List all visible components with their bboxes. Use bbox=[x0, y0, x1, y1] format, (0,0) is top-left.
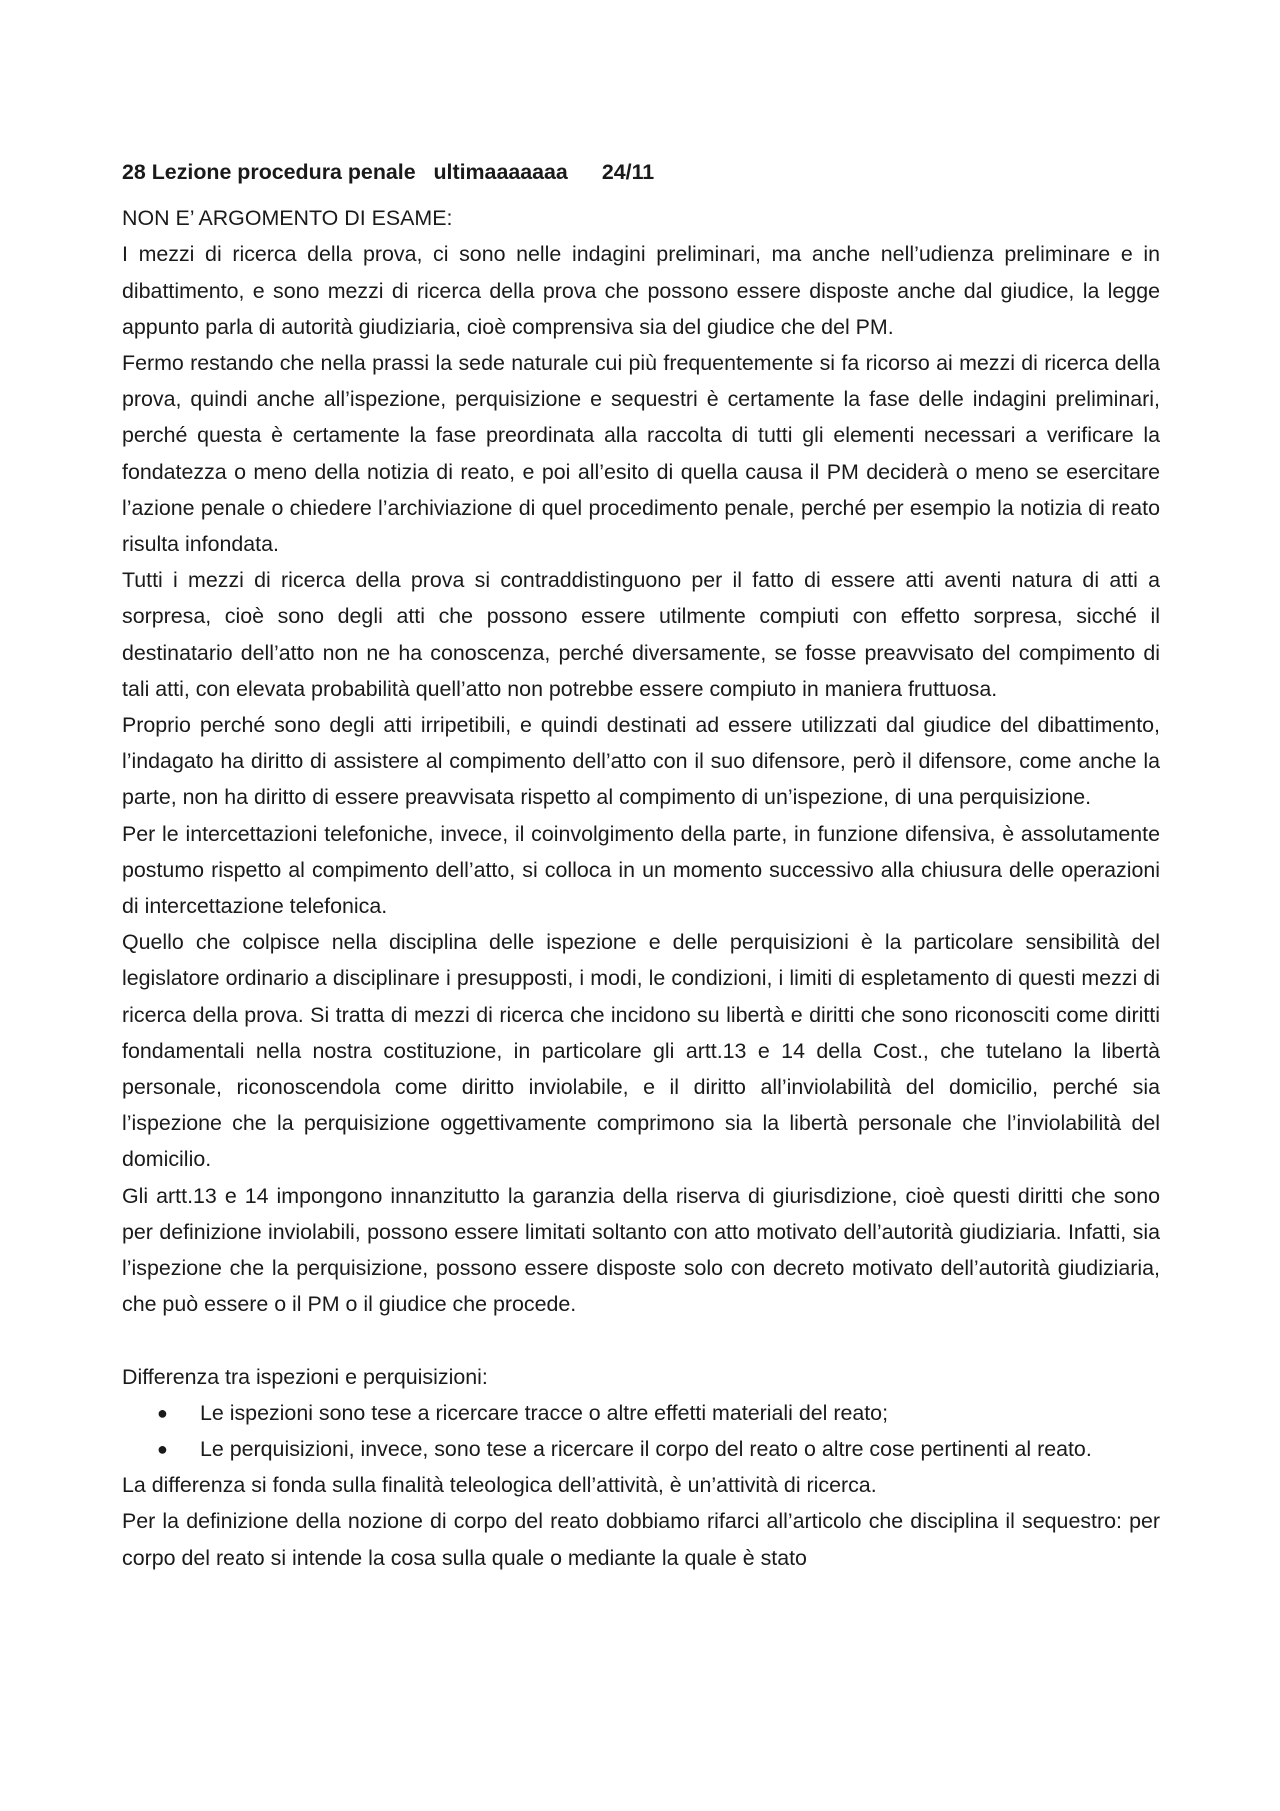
paragraph: Gli artt.13 e 14 impongono innanzitutto la garanzia della riserva di giurisdizione, cioè questi diritti che sono per definizione inviolabili, possono essere limitati soltanto con atto motivato dell’autorità giudiziaria. Infatti, sia l’ispezione che la perquisizione, possono essere disposte solo con decreto motivato dell’autorità giudiziaria, che può essere o il PM o il giudice che procede. bbox=[122, 1183, 1160, 1317]
paragraph: Fermo restando che nella prassi la sede naturale cui più frequentemente si fa ricorso ai mezzi di ricerca della prova, quindi anche all’ispezione, perquisizione e sequestri è certamente la fase delle indagini preliminari, perché questa è certamente la fase preordinata alla raccolta di tutti gli elementi necessari a verificare la fondatezza o meno della notizia di reato, e poi all’esito di quella causa il PM deciderà o meno se esercitare l’azione penale o chiedere l’archiviazione di quel procedimento penale, perché per esempio la notizia di reato risulta infondata. bbox=[122, 351, 1160, 557]
paragraph: Proprio perché sono degli atti irripetibili, e quindi destinati ad essere utilizzati dal giudice del dibattimento, l’indagato ha diritto di assistere al compimento dell’atto con il suo difensore, però il difensore, come anche la parte, non ha diritto di essere preavvisata rispetto al compimento di un’ispezione, di una perquisizione. bbox=[122, 713, 1160, 810]
bullet-list bbox=[122, 1395, 1160, 1467]
list-item-text: Le ispezioni sono tese a ricercare tracce o altre effetti materiali del reato; bbox=[200, 1400, 889, 1425]
paragraph: Per le intercettazioni telefoniche, invece, il coinvolgimento della parte, in funzione difensiva, è assolutamente postumo rispetto al compimento dell’atto, si colloca in un momento successivo alla chiusura delle operazioni di intercettazione telefonica. bbox=[122, 821, 1160, 919]
document-date: 24/11 bbox=[601, 160, 655, 184]
document-body bbox=[122, 155, 1160, 1576]
document-title: 28 Lezione procedura penale ultimaaaaaaa bbox=[122, 160, 568, 184]
list-item-text: Le perquisizioni, invece, sono tese a ricercare il corpo del reato o altre cose pertinenti al reato. bbox=[200, 1437, 1092, 1462]
paragraph: Tutti i mezzi di ricerca della prova si contraddistinguono per il fatto di essere atti aventi natura di atti a sorpresa, cioè sono degli atti che possono essere utilmente compiuti con effetto sorpresa, sicché il destinatario dell’atto non ne ha conoscenza, perché diversamente, se fosse preavvisato del compimento di tali atti, con elevata probabilità quell’atto non potrebbe essere compiuto in maniera fruttuosa. bbox=[122, 568, 1160, 701]
list-item bbox=[157, 1395, 1160, 1431]
paragraph: La differenza si fonda sulla finalità teleologica dell’attività, è un’attività di ricerca. bbox=[122, 1473, 877, 1498]
paragraph: Quello che colpisce nella disciplina delle ispezione e delle perquisizioni è la particolare sensibilità del legislatore ordinario a disciplinare i presupposti, i modi, le condizioni, i limiti di espletamento di questi mezzi di ricerca della prova. Si tratta di mezzi di ricerca che incidono su libertà e diritti che sono riconosciti come diritti fondamentali nella nostra costituzione, in particolare gli artt.13 e 14 della Cost., che tutelano la libertà personale, riconoscendola come diritto inviolabile, e il diritto all’inviolabilità del domicilio, perché sia l’ispezione che la perquisizione oggettivamente comprimono sia la libertà personale che l’inviolabilità del domicilio. bbox=[122, 930, 1160, 1172]
bullet-icon: ● bbox=[157, 1439, 168, 1460]
blank-line bbox=[122, 1322, 1160, 1358]
exam-notice: NON E’ ARGOMENTO DI ESAME: bbox=[122, 206, 453, 231]
paragraph: I mezzi di ricerca della prova, ci sono nelle indagini preliminari, ma anche nell’udienza preliminare e in dibattimento, e sono mezzi di ricerca della prova che possono essere disposte anche dal giudice, la legge appunto parla di autorità giudiziaria, cioè comprensiva sia del giudice che del PM. bbox=[122, 242, 1160, 339]
bullet-icon: ● bbox=[157, 1402, 168, 1423]
list-item bbox=[157, 1431, 1160, 1467]
section-heading: Differenza tra ispezioni e perquisizioni: bbox=[122, 1364, 488, 1389]
document-title-line bbox=[122, 154, 1160, 190]
paragraph: Per la definizione della nozione di corpo del reato dobbiamo rifarci all’articolo che disciplina il sequestro: per corpo del reato si intende la cosa sulla quale o mediante la quale è stato bbox=[122, 1509, 1160, 1570]
